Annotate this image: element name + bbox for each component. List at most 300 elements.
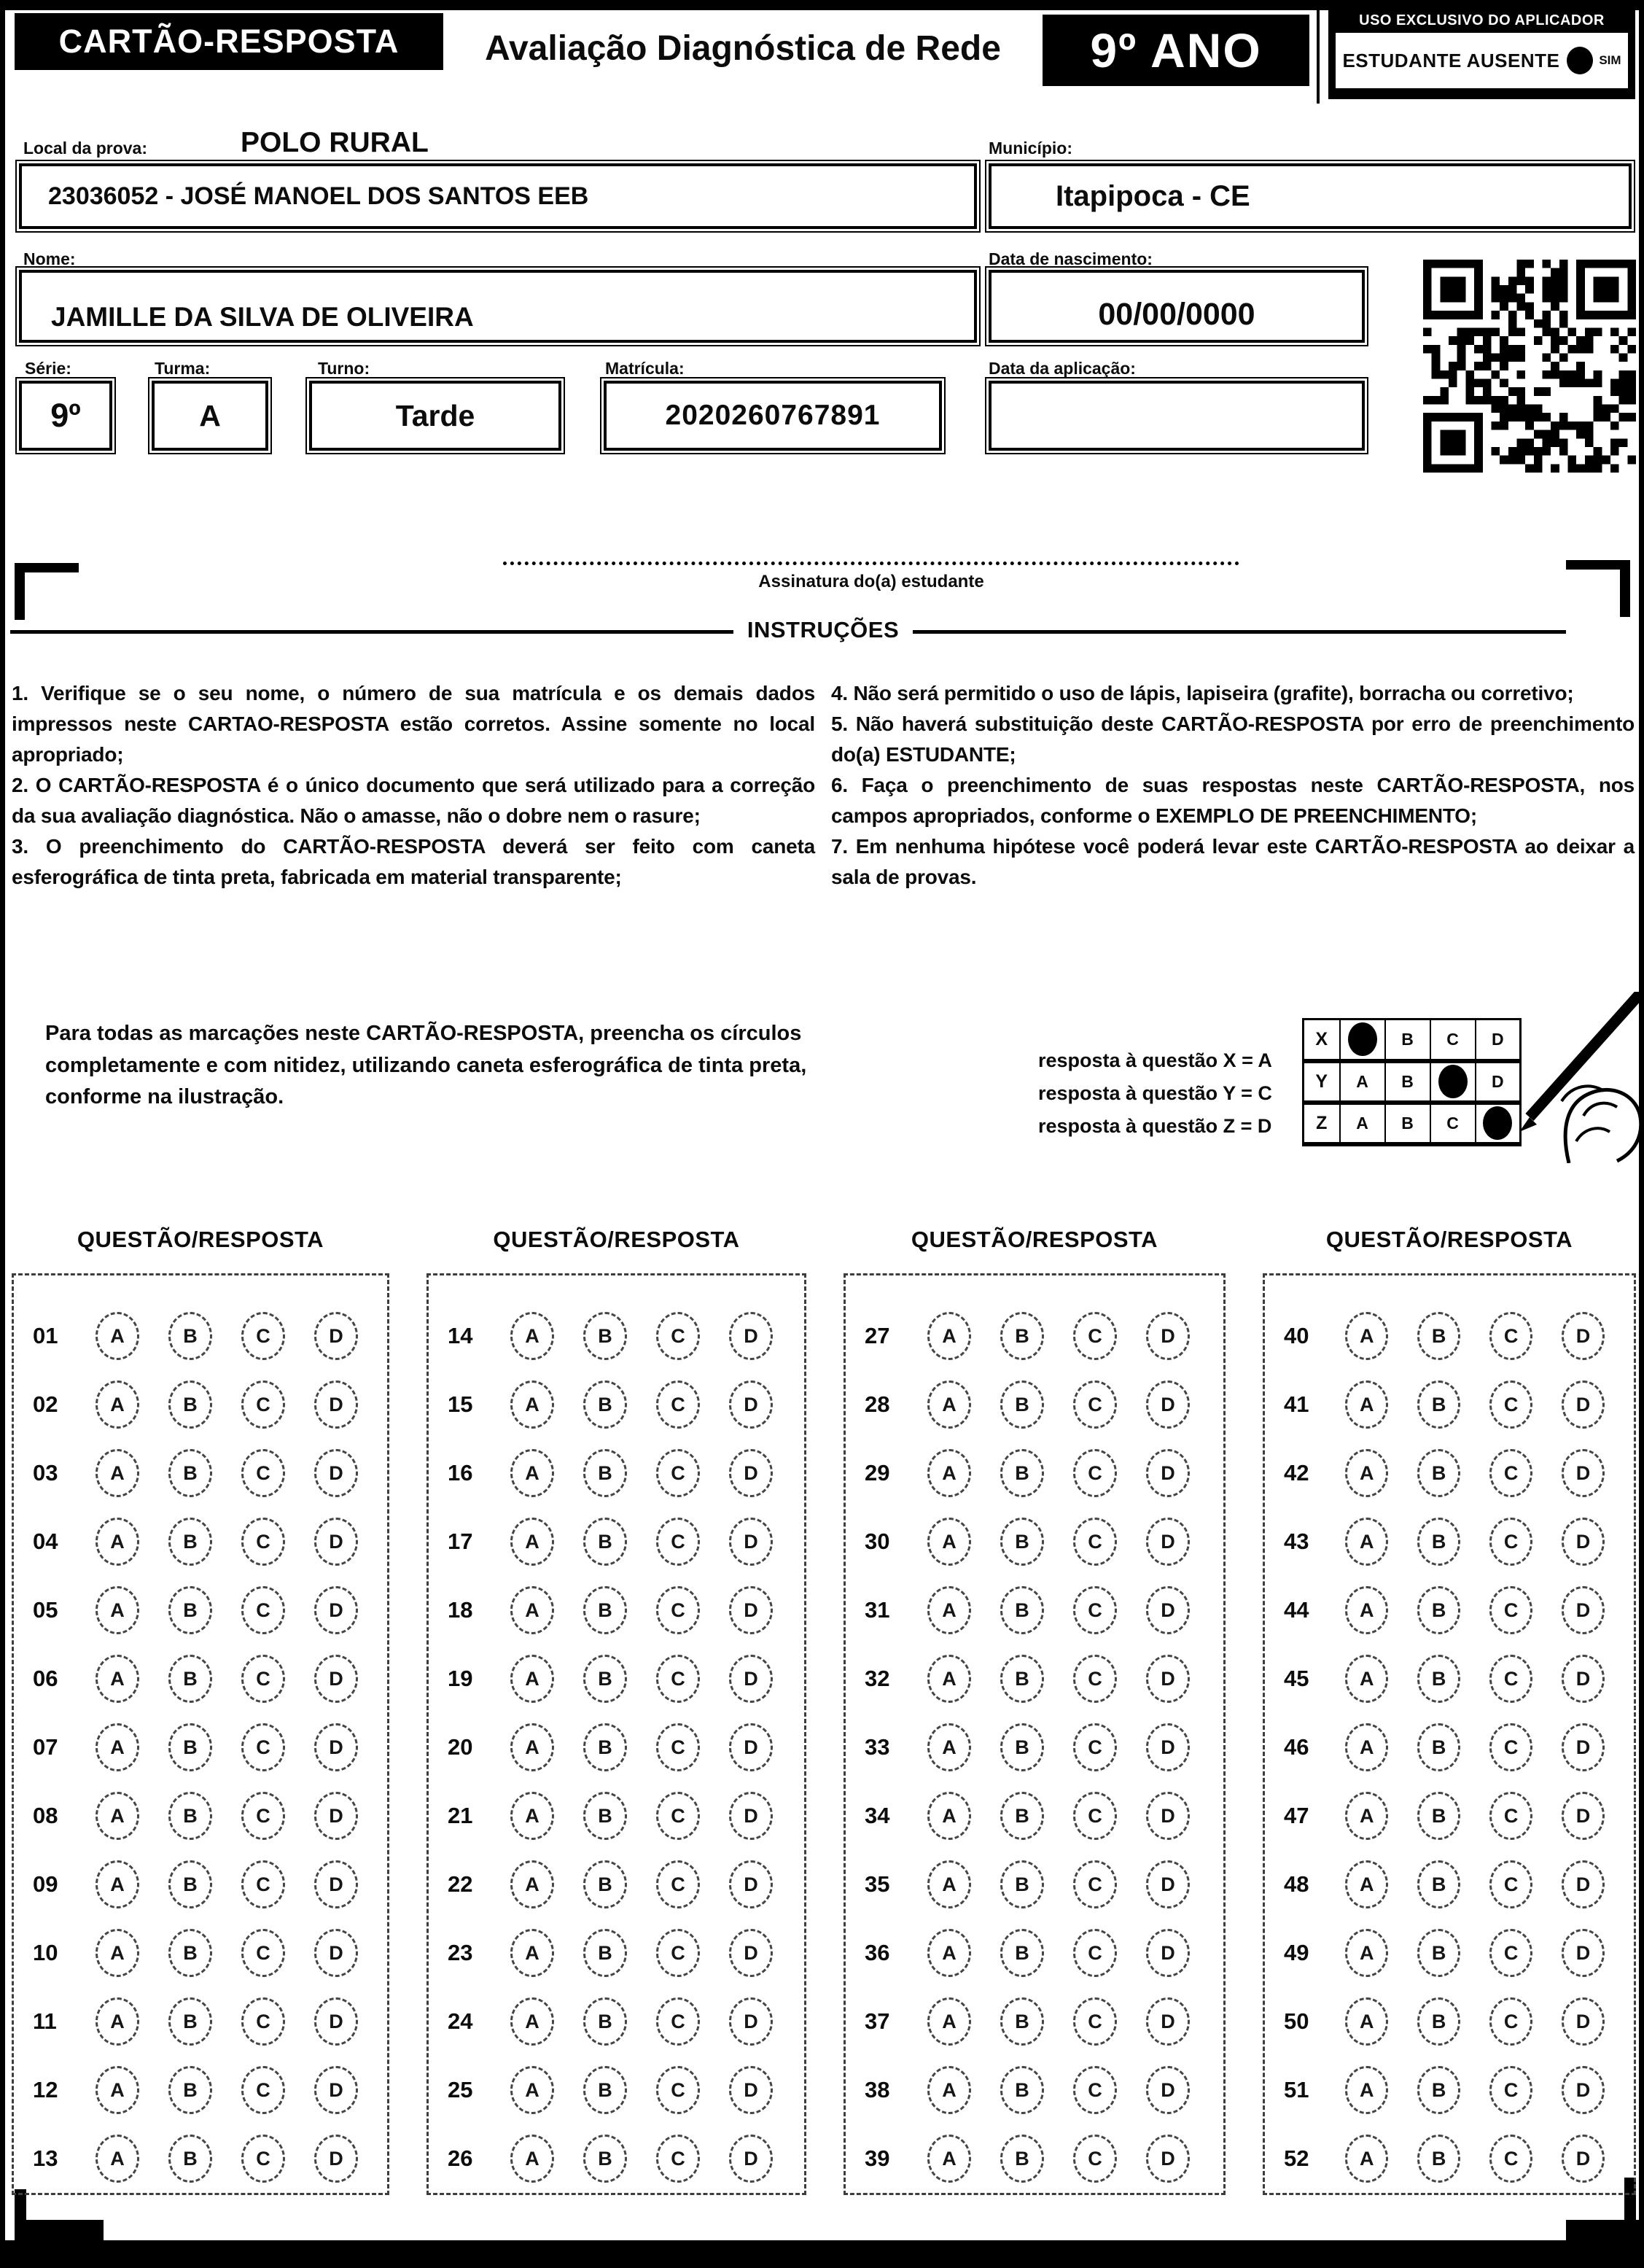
answer-bubble-30-D[interactable]: D — [1146, 1518, 1190, 1566]
answer-bubble-20-A[interactable]: A — [510, 1723, 554, 1771]
question-number: 39 — [865, 2145, 890, 2171]
data-nascimento-label: Data de nascimento: — [989, 249, 1153, 268]
answer-bubble-28-D[interactable]: D — [1146, 1380, 1190, 1429]
instructions-block — [12, 678, 1635, 893]
answer-bubble-27-C[interactable]: C — [1073, 1312, 1117, 1360]
answer-bubble-14-B[interactable]: B — [583, 1312, 627, 1360]
answer-bubble-39-C[interactable]: C — [1073, 2135, 1117, 2183]
answer-bubble-06-B[interactable]: B — [168, 1655, 212, 1703]
answer-bubble-04-A[interactable]: A — [96, 1518, 139, 1566]
answer-bubble-34-A[interactable]: A — [927, 1792, 971, 1840]
answer-bubble-38-A[interactable]: A — [927, 2066, 971, 2114]
answer-bubble-09-C[interactable]: C — [241, 1860, 285, 1908]
instructions-divider-right — [913, 630, 1566, 634]
answer-bubble-20-B[interactable]: B — [583, 1723, 627, 1771]
answer-bubble-12-A[interactable]: A — [96, 2066, 139, 2114]
question-number: 08 — [33, 1803, 58, 1828]
data-aplicacao-field — [989, 381, 1365, 451]
question-row-36 — [865, 1919, 1223, 1987]
answer-bubble-51-D[interactable]: D — [1562, 2066, 1605, 2114]
answer-bubble-46-B[interactable]: B — [1417, 1723, 1460, 1771]
answer-column-1 — [12, 1227, 389, 2195]
question-number: 19 — [448, 1666, 473, 1691]
answer-bubble-49-D[interactable]: D — [1562, 1929, 1605, 1977]
answer-bubble-42-D[interactable]: D — [1562, 1449, 1605, 1497]
answer-bubble-02-C[interactable]: C — [241, 1380, 285, 1429]
answer-bubble-52-B[interactable]: B — [1417, 2135, 1460, 2183]
answer-bubble-07-A[interactable]: A — [96, 1723, 139, 1771]
absent-mark-circle[interactable] — [1567, 47, 1593, 74]
answer-bubble-35-B[interactable]: B — [1000, 1860, 1044, 1908]
answer-bubble-41-A[interactable]: A — [1345, 1380, 1388, 1429]
answer-bubble-49-C[interactable]: C — [1489, 1929, 1532, 1977]
question-row-37 — [865, 1987, 1223, 2056]
matricula-field — [604, 381, 942, 451]
answer-bubble-10-C[interactable]: C — [241, 1929, 285, 1977]
answer-bubble-43-D[interactable]: D — [1562, 1518, 1605, 1566]
answer-bubble-29-B[interactable]: B — [1000, 1449, 1044, 1497]
answer-column-2 — [426, 1227, 806, 2195]
example-row-label-Z: Z — [1304, 1103, 1340, 1144]
answer-bubble-51-C[interactable]: C — [1489, 2066, 1532, 2114]
answer-bubble-18-A[interactable]: A — [510, 1586, 554, 1634]
data-nascimento-value: 00/00/0000 — [1098, 297, 1255, 332]
data-nascimento-field — [989, 270, 1365, 343]
turma-value: A — [199, 398, 221, 432]
answer-bubble-06-D[interactable]: D — [314, 1655, 358, 1703]
answer-bubble-30-A[interactable]: A — [927, 1518, 971, 1566]
question-number: 18 — [448, 1597, 473, 1623]
answer-bubble-39-B[interactable]: B — [1000, 2135, 1044, 2183]
answer-bubble-28-C[interactable]: C — [1073, 1380, 1117, 1429]
answer-bubble-45-D[interactable]: D — [1562, 1655, 1605, 1703]
example-cell-Y-D: D — [1476, 1061, 1521, 1103]
question-number: 52 — [1284, 2145, 1309, 2171]
answer-bubble-20-C[interactable]: C — [656, 1723, 700, 1771]
serie-field — [19, 381, 112, 451]
answer-bubble-24-B[interactable]: B — [583, 1997, 627, 2046]
signature-line[interactable] — [503, 562, 1239, 565]
question-number: 49 — [1284, 1940, 1309, 1965]
answer-bubble-26-D[interactable]: D — [729, 2135, 773, 2183]
question-number: 10 — [33, 1940, 58, 1965]
answer-bubble-13-A[interactable]: A — [96, 2135, 139, 2183]
question-row-06 — [33, 1644, 387, 1713]
answer-bubble-16-A[interactable]: A — [510, 1449, 554, 1497]
answer-bubble-46-D[interactable]: D — [1562, 1723, 1605, 1771]
answer-bubble-29-C[interactable]: C — [1073, 1449, 1117, 1497]
answer-bubble-52-D[interactable]: D — [1562, 2135, 1605, 2183]
answer-bubble-25-A[interactable]: A — [510, 2066, 554, 2114]
answer-bubble-50-B[interactable]: B — [1417, 1997, 1460, 2046]
answer-bubble-37-B[interactable]: B — [1000, 1997, 1044, 2046]
answer-bubble-01-D[interactable]: D — [314, 1312, 358, 1360]
question-row-45 — [1284, 1644, 1634, 1713]
answer-bubble-42-C[interactable]: C — [1489, 1449, 1532, 1497]
question-number: 31 — [865, 1597, 890, 1623]
answer-bubble-22-A[interactable]: A — [510, 1860, 554, 1908]
answer-bubble-18-D[interactable]: D — [729, 1586, 773, 1634]
answer-bubble-14-A[interactable]: A — [510, 1312, 554, 1360]
answer-bubble-50-A[interactable]: A — [1345, 1997, 1388, 2046]
answer-bubble-24-C[interactable]: C — [656, 1997, 700, 2046]
answer-bubble-19-D[interactable]: D — [729, 1655, 773, 1703]
answer-bubble-28-A[interactable]: A — [927, 1380, 971, 1429]
answer-bubble-30-B[interactable]: B — [1000, 1518, 1044, 1566]
qr-code-icon — [1423, 260, 1636, 473]
answer-bubble-47-B[interactable]: B — [1417, 1792, 1460, 1840]
answer-bubble-32-C[interactable]: C — [1073, 1655, 1117, 1703]
answer-bubble-26-C[interactable]: C — [656, 2135, 700, 2183]
answer-bubble-43-A[interactable]: A — [1345, 1518, 1388, 1566]
answer-bubble-06-C[interactable]: C — [241, 1655, 285, 1703]
answer-bubble-37-A[interactable]: A — [927, 1997, 971, 2046]
answer-bubble-21-A[interactable]: A — [510, 1792, 554, 1840]
answer-bubble-05-A[interactable]: A — [96, 1586, 139, 1634]
example-cell-X-D: D — [1476, 1020, 1521, 1061]
answer-bubble-17-A[interactable]: A — [510, 1518, 554, 1566]
answer-bubble-21-C[interactable]: C — [656, 1792, 700, 1840]
answer-bubble-47-A[interactable]: A — [1345, 1792, 1388, 1840]
answer-bubble-03-B[interactable]: B — [168, 1449, 212, 1497]
answer-bubble-37-D[interactable]: D — [1146, 1997, 1190, 2046]
question-number: 16 — [448, 1460, 473, 1486]
question-number: 27 — [865, 1323, 890, 1348]
answer-bubble-02-B[interactable]: B — [168, 1380, 212, 1429]
answer-bubble-31-B[interactable]: B — [1000, 1586, 1044, 1634]
answer-bubble-36-A[interactable]: A — [927, 1929, 971, 1977]
answer-bubble-48-B[interactable]: B — [1417, 1860, 1460, 1908]
answer-bubble-31-C[interactable]: C — [1073, 1586, 1117, 1634]
answer-bubble-07-C[interactable]: C — [241, 1723, 285, 1771]
answer-bubble-38-B[interactable]: B — [1000, 2066, 1044, 2114]
answer-bubble-43-B[interactable]: B — [1417, 1518, 1460, 1566]
answer-bubble-10-A[interactable]: A — [96, 1929, 139, 1977]
question-row-13 — [33, 2124, 387, 2193]
instruction-item-6: 6. Faça o preenchimento de suas respostas neste CARTÃO-RESPOSTA, nos campos apropriados, conforme o EXEMPLO DE PREENCHIMENTO; — [831, 774, 1635, 827]
answer-column-4 — [1263, 1227, 1636, 2195]
answer-bubble-44-C[interactable]: C — [1489, 1586, 1532, 1634]
answer-bubble-05-D[interactable]: D — [314, 1586, 358, 1634]
answer-bubble-41-D[interactable]: D — [1562, 1380, 1605, 1429]
answer-bubble-17-C[interactable]: C — [656, 1518, 700, 1566]
answer-bubble-03-C[interactable]: C — [241, 1449, 285, 1497]
answer-bubble-27-B[interactable]: B — [1000, 1312, 1044, 1360]
answer-bubble-27-A[interactable]: A — [927, 1312, 971, 1360]
answer-bubble-31-A[interactable]: A — [927, 1586, 971, 1634]
answer-bubble-26-A[interactable]: A — [510, 2135, 554, 2183]
answer-bubble-47-C[interactable]: C — [1489, 1792, 1532, 1840]
answer-bubble-35-C[interactable]: C — [1073, 1860, 1117, 1908]
answer-bubble-44-D[interactable]: D — [1562, 1586, 1605, 1634]
answer-bubble-15-D[interactable]: D — [729, 1380, 773, 1429]
answer-bubble-36-D[interactable]: D — [1146, 1929, 1190, 1977]
answer-bubble-45-A[interactable]: A — [1345, 1655, 1388, 1703]
answer-bubble-02-D[interactable]: D — [314, 1380, 358, 1429]
answer-bubble-41-B[interactable]: B — [1417, 1380, 1460, 1429]
answer-grid — [12, 1227, 1636, 2195]
question-row-30 — [865, 1507, 1223, 1576]
answer-bubble-05-B[interactable]: B — [168, 1586, 212, 1634]
answer-bubble-16-B[interactable]: B — [583, 1449, 627, 1497]
answer-bubble-12-B[interactable]: B — [168, 2066, 212, 2114]
answer-bubble-28-B[interactable]: B — [1000, 1380, 1044, 1429]
page-left-border — [0, 0, 5, 2268]
answer-bubble-17-D[interactable]: D — [729, 1518, 773, 1566]
local-da-prova-label: Local da prova: — [23, 139, 147, 158]
answer-bubble-23-B[interactable]: B — [583, 1929, 627, 1977]
applicator-only-title: USO EXCLUSIVO DO APLICADOR — [1359, 12, 1605, 28]
answer-bubble-13-C[interactable]: C — [241, 2135, 285, 2183]
answer-bubble-45-C[interactable]: C — [1489, 1655, 1532, 1703]
answer-bubble-18-C[interactable]: C — [656, 1586, 700, 1634]
question-row-18 — [448, 1576, 804, 1644]
answer-bubble-19-B[interactable]: B — [583, 1655, 627, 1703]
answer-bubble-06-A[interactable]: A — [96, 1655, 139, 1703]
answer-bubble-05-C[interactable]: C — [241, 1586, 285, 1634]
answer-bubble-32-B[interactable]: B — [1000, 1655, 1044, 1703]
answer-bubble-14-C[interactable]: C — [656, 1312, 700, 1360]
answer-bubble-07-B[interactable]: B — [168, 1723, 212, 1771]
answer-bubble-08-A[interactable]: A — [96, 1792, 139, 1840]
answer-bubble-42-A[interactable]: A — [1345, 1449, 1388, 1497]
corner-mark-bottom-left-h — [15, 2220, 104, 2240]
answer-bubble-10-B[interactable]: B — [168, 1929, 212, 1977]
nome-field — [19, 270, 977, 343]
answer-bubble-01-C[interactable]: C — [241, 1312, 285, 1360]
answer-bubble-24-A[interactable]: A — [510, 1997, 554, 2046]
answer-bubble-15-C[interactable]: C — [656, 1380, 700, 1429]
answer-bubble-15-B[interactable]: B — [583, 1380, 627, 1429]
answer-bubble-33-D[interactable]: D — [1146, 1723, 1190, 1771]
answer-bubble-25-D[interactable]: D — [729, 2066, 773, 2114]
answer-bubble-40-D[interactable]: D — [1562, 1312, 1605, 1360]
answer-bubble-48-D[interactable]: D — [1562, 1860, 1605, 1908]
answer-bubble-04-B[interactable]: B — [168, 1518, 212, 1566]
question-row-01 — [33, 1302, 387, 1370]
question-row-19 — [448, 1644, 804, 1713]
answer-bubble-49-B[interactable]: B — [1417, 1929, 1460, 1977]
answer-bubble-04-D[interactable]: D — [314, 1518, 358, 1566]
answer-bubble-01-A[interactable]: A — [96, 1312, 139, 1360]
answer-bubble-21-D[interactable]: D — [729, 1792, 773, 1840]
answer-bubble-49-A[interactable]: A — [1345, 1929, 1388, 1977]
answer-bubble-03-A[interactable]: A — [96, 1449, 139, 1497]
answer-bubble-37-C[interactable]: C — [1073, 1997, 1117, 2046]
answer-bubble-10-D[interactable]: D — [314, 1929, 358, 1977]
example-row-label-X: X — [1304, 1020, 1340, 1061]
answer-bubble-02-A[interactable]: A — [96, 1380, 139, 1429]
answer-bubble-23-D[interactable]: D — [729, 1929, 773, 1977]
answer-bubble-33-A[interactable]: A — [927, 1723, 971, 1771]
answer-bubble-11-C[interactable]: C — [241, 1997, 285, 2046]
question-row-44 — [1284, 1576, 1634, 1644]
answer-bubble-51-A[interactable]: A — [1345, 2066, 1388, 2114]
matricula-label: Matrícula: — [605, 359, 685, 378]
answer-bubble-46-A[interactable]: A — [1345, 1723, 1388, 1771]
answer-bubble-21-B[interactable]: B — [583, 1792, 627, 1840]
question-row-08 — [33, 1782, 387, 1850]
question-number: 34 — [865, 1803, 890, 1828]
turno-field — [309, 381, 561, 451]
question-number: 03 — [33, 1460, 58, 1486]
answer-bubble-22-B[interactable]: B — [583, 1860, 627, 1908]
answer-bubble-17-B[interactable]: B — [583, 1518, 627, 1566]
question-number: 30 — [865, 1529, 890, 1554]
answer-column-box — [1263, 1273, 1636, 2195]
hand-with-pen-icon — [1474, 992, 1644, 1163]
answer-bubble-18-B[interactable]: B — [583, 1586, 627, 1634]
answer-bubble-08-D[interactable]: D — [314, 1792, 358, 1840]
answer-bubble-09-B[interactable]: B — [168, 1860, 212, 1908]
question-number: 02 — [33, 1391, 58, 1417]
answer-bubble-13-B[interactable]: B — [168, 2135, 212, 2183]
answer-bubble-34-D[interactable]: D — [1146, 1792, 1190, 1840]
question-row-11 — [33, 1987, 387, 2056]
question-number: 14 — [448, 1323, 473, 1348]
question-row-48 — [1284, 1850, 1634, 1919]
question-row-04 — [33, 1507, 387, 1576]
answer-bubble-39-D[interactable]: D — [1146, 2135, 1190, 2183]
question-number: 43 — [1284, 1529, 1309, 1554]
question-number: 15 — [448, 1391, 473, 1417]
question-row-34 — [865, 1782, 1223, 1850]
instruction-item-1: 1. Verifique se o seu nome, o número de sua matrícula e os demais dados impressos neste CARTAO-RESPOSTA estão corretos. Assine somente no local apropriado; — [12, 682, 815, 766]
question-number: 13 — [33, 2145, 58, 2171]
answer-bubble-22-D[interactable]: D — [729, 1860, 773, 1908]
answer-bubble-38-C[interactable]: C — [1073, 2066, 1117, 2114]
answer-bubble-39-A[interactable]: A — [927, 2135, 971, 2183]
answer-bubble-46-C[interactable]: C — [1489, 1723, 1532, 1771]
answer-bubble-09-D[interactable]: D — [314, 1860, 358, 1908]
question-number: 05 — [33, 1597, 58, 1623]
answer-bubble-38-D[interactable]: D — [1146, 2066, 1190, 2114]
corner-mark-top-left — [15, 563, 79, 620]
answer-bubble-40-C[interactable]: C — [1489, 1312, 1532, 1360]
example-cell-X-B: B — [1385, 1020, 1430, 1061]
answer-bubble-40-A[interactable]: A — [1345, 1312, 1388, 1360]
answer-bubble-41-C[interactable]: C — [1489, 1380, 1532, 1429]
answer-bubble-29-D[interactable]: D — [1146, 1449, 1190, 1497]
matricula-value: 2020260767891 — [665, 400, 881, 431]
answer-bubble-07-D[interactable]: D — [314, 1723, 358, 1771]
question-row-31 — [865, 1576, 1223, 1644]
answer-bubble-08-B[interactable]: B — [168, 1792, 212, 1840]
question-number: 51 — [1284, 2077, 1309, 2102]
answer-bubble-33-B[interactable]: B — [1000, 1723, 1044, 1771]
answer-bubble-35-A[interactable]: A — [927, 1860, 971, 1908]
answer-bubble-43-C[interactable]: C — [1489, 1518, 1532, 1566]
question-row-26 — [448, 2124, 804, 2193]
question-number: 24 — [448, 2008, 473, 2034]
answer-bubble-33-C[interactable]: C — [1073, 1723, 1117, 1771]
answer-bubble-16-C[interactable]: C — [656, 1449, 700, 1497]
answer-bubble-35-D[interactable]: D — [1146, 1860, 1190, 1908]
answer-bubble-04-C[interactable]: C — [241, 1518, 285, 1566]
answer-bubble-23-C[interactable]: C — [656, 1929, 700, 1977]
answer-bubble-50-C[interactable]: C — [1489, 1997, 1532, 2046]
answer-bubble-48-A[interactable]: A — [1345, 1860, 1388, 1908]
answer-bubble-36-C[interactable]: C — [1073, 1929, 1117, 1977]
answer-column-header: QUESTÃO/RESPOSTA — [911, 1227, 1158, 1252]
answer-bubble-11-B[interactable]: B — [168, 1997, 212, 2046]
answer-bubble-44-B[interactable]: B — [1417, 1586, 1460, 1634]
question-row-12 — [33, 2056, 387, 2124]
question-number: 45 — [1284, 1666, 1309, 1691]
school-value: 23036052 - JOSÉ MANOEL DOS SANTOS EEB — [48, 182, 589, 210]
question-number: 12 — [33, 2077, 58, 2102]
answer-bubble-23-A[interactable]: A — [510, 1929, 554, 1977]
answer-bubble-29-A[interactable]: A — [927, 1449, 971, 1497]
answer-bubble-25-C[interactable]: C — [656, 2066, 700, 2114]
answer-bubble-03-D[interactable]: D — [314, 1449, 358, 1497]
question-number: 37 — [865, 2008, 890, 2034]
answer-bubble-30-C[interactable]: C — [1073, 1518, 1117, 1566]
answer-bubble-25-B[interactable]: B — [583, 2066, 627, 2114]
question-number: 29 — [865, 1460, 890, 1486]
answer-bubble-40-B[interactable]: B — [1417, 1312, 1460, 1360]
answer-bubble-22-C[interactable]: C — [656, 1860, 700, 1908]
answer-bubble-32-A[interactable]: A — [927, 1655, 971, 1703]
answer-bubble-19-A[interactable]: A — [510, 1655, 554, 1703]
answer-bubble-12-D[interactable]: D — [314, 2066, 358, 2114]
answer-bubble-11-D[interactable]: D — [314, 1997, 358, 2046]
answer-bubble-01-B[interactable]: B — [168, 1312, 212, 1360]
instruction-item-2: 2. O CARTÃO-RESPOSTA é o único documento que será utilizado para a correção da sua avaliação diagnóstica. Não o amasse, não o dobre nem o rasure; — [12, 774, 815, 827]
question-number: 23 — [448, 1940, 473, 1965]
answer-bubble-50-D[interactable]: D — [1562, 1997, 1605, 2046]
answer-bubble-36-B[interactable]: B — [1000, 1929, 1044, 1977]
nome-label: Nome: — [23, 249, 76, 268]
answer-bubble-51-B[interactable]: B — [1417, 2066, 1460, 2114]
answer-bubble-48-C[interactable]: C — [1489, 1860, 1532, 1908]
answer-bubble-08-C[interactable]: C — [241, 1792, 285, 1840]
answer-bubble-15-A[interactable]: A — [510, 1380, 554, 1429]
answer-bubble-44-A[interactable]: A — [1345, 1586, 1388, 1634]
example-cell-Y-A: A — [1340, 1061, 1385, 1103]
answer-bubble-27-D[interactable]: D — [1146, 1312, 1190, 1360]
corner-mark-bottom-right-h — [1566, 2220, 1639, 2240]
answer-bubble-11-A[interactable]: A — [96, 1997, 139, 2046]
answer-bubble-26-B[interactable]: B — [583, 2135, 627, 2183]
answer-bubble-19-C[interactable]: C — [656, 1655, 700, 1703]
answer-bubble-52-A[interactable]: A — [1345, 2135, 1388, 2183]
instruction-item-5: 5. Não haverá substituição deste CARTÃO-RESPOSTA por erro de preenchimento do(a) ESTUDANTE; — [831, 712, 1635, 766]
answer-bubble-12-C[interactable]: C — [241, 2066, 285, 2114]
question-number: 50 — [1284, 2008, 1309, 2034]
answer-bubble-20-D[interactable]: D — [729, 1723, 773, 1771]
answer-bubble-34-C[interactable]: C — [1073, 1792, 1117, 1840]
answer-bubble-14-D[interactable]: D — [729, 1312, 773, 1360]
answer-bubble-16-D[interactable]: D — [729, 1449, 773, 1497]
turma-field — [152, 381, 268, 451]
question-row-40 — [1284, 1302, 1634, 1370]
example-cell-Y-B: B — [1385, 1061, 1430, 1103]
answer-bubble-47-D[interactable]: D — [1562, 1792, 1605, 1840]
answer-bubble-09-A[interactable]: A — [96, 1860, 139, 1908]
answer-bubble-24-D[interactable]: D — [729, 1997, 773, 2046]
answer-bubble-13-D[interactable]: D — [314, 2135, 358, 2183]
answer-bubble-34-B[interactable]: B — [1000, 1792, 1044, 1840]
example-cell-Y-C — [1430, 1061, 1476, 1103]
answer-column-box — [426, 1273, 806, 2195]
answer-bubble-42-B[interactable]: B — [1417, 1449, 1460, 1497]
answer-bubble-31-D[interactable]: D — [1146, 1586, 1190, 1634]
answer-bubble-52-C[interactable]: C — [1489, 2135, 1532, 2183]
answer-bubble-45-B[interactable]: B — [1417, 1655, 1460, 1703]
answer-bubble-32-D[interactable]: D — [1146, 1655, 1190, 1703]
question-row-32 — [865, 1644, 1223, 1713]
